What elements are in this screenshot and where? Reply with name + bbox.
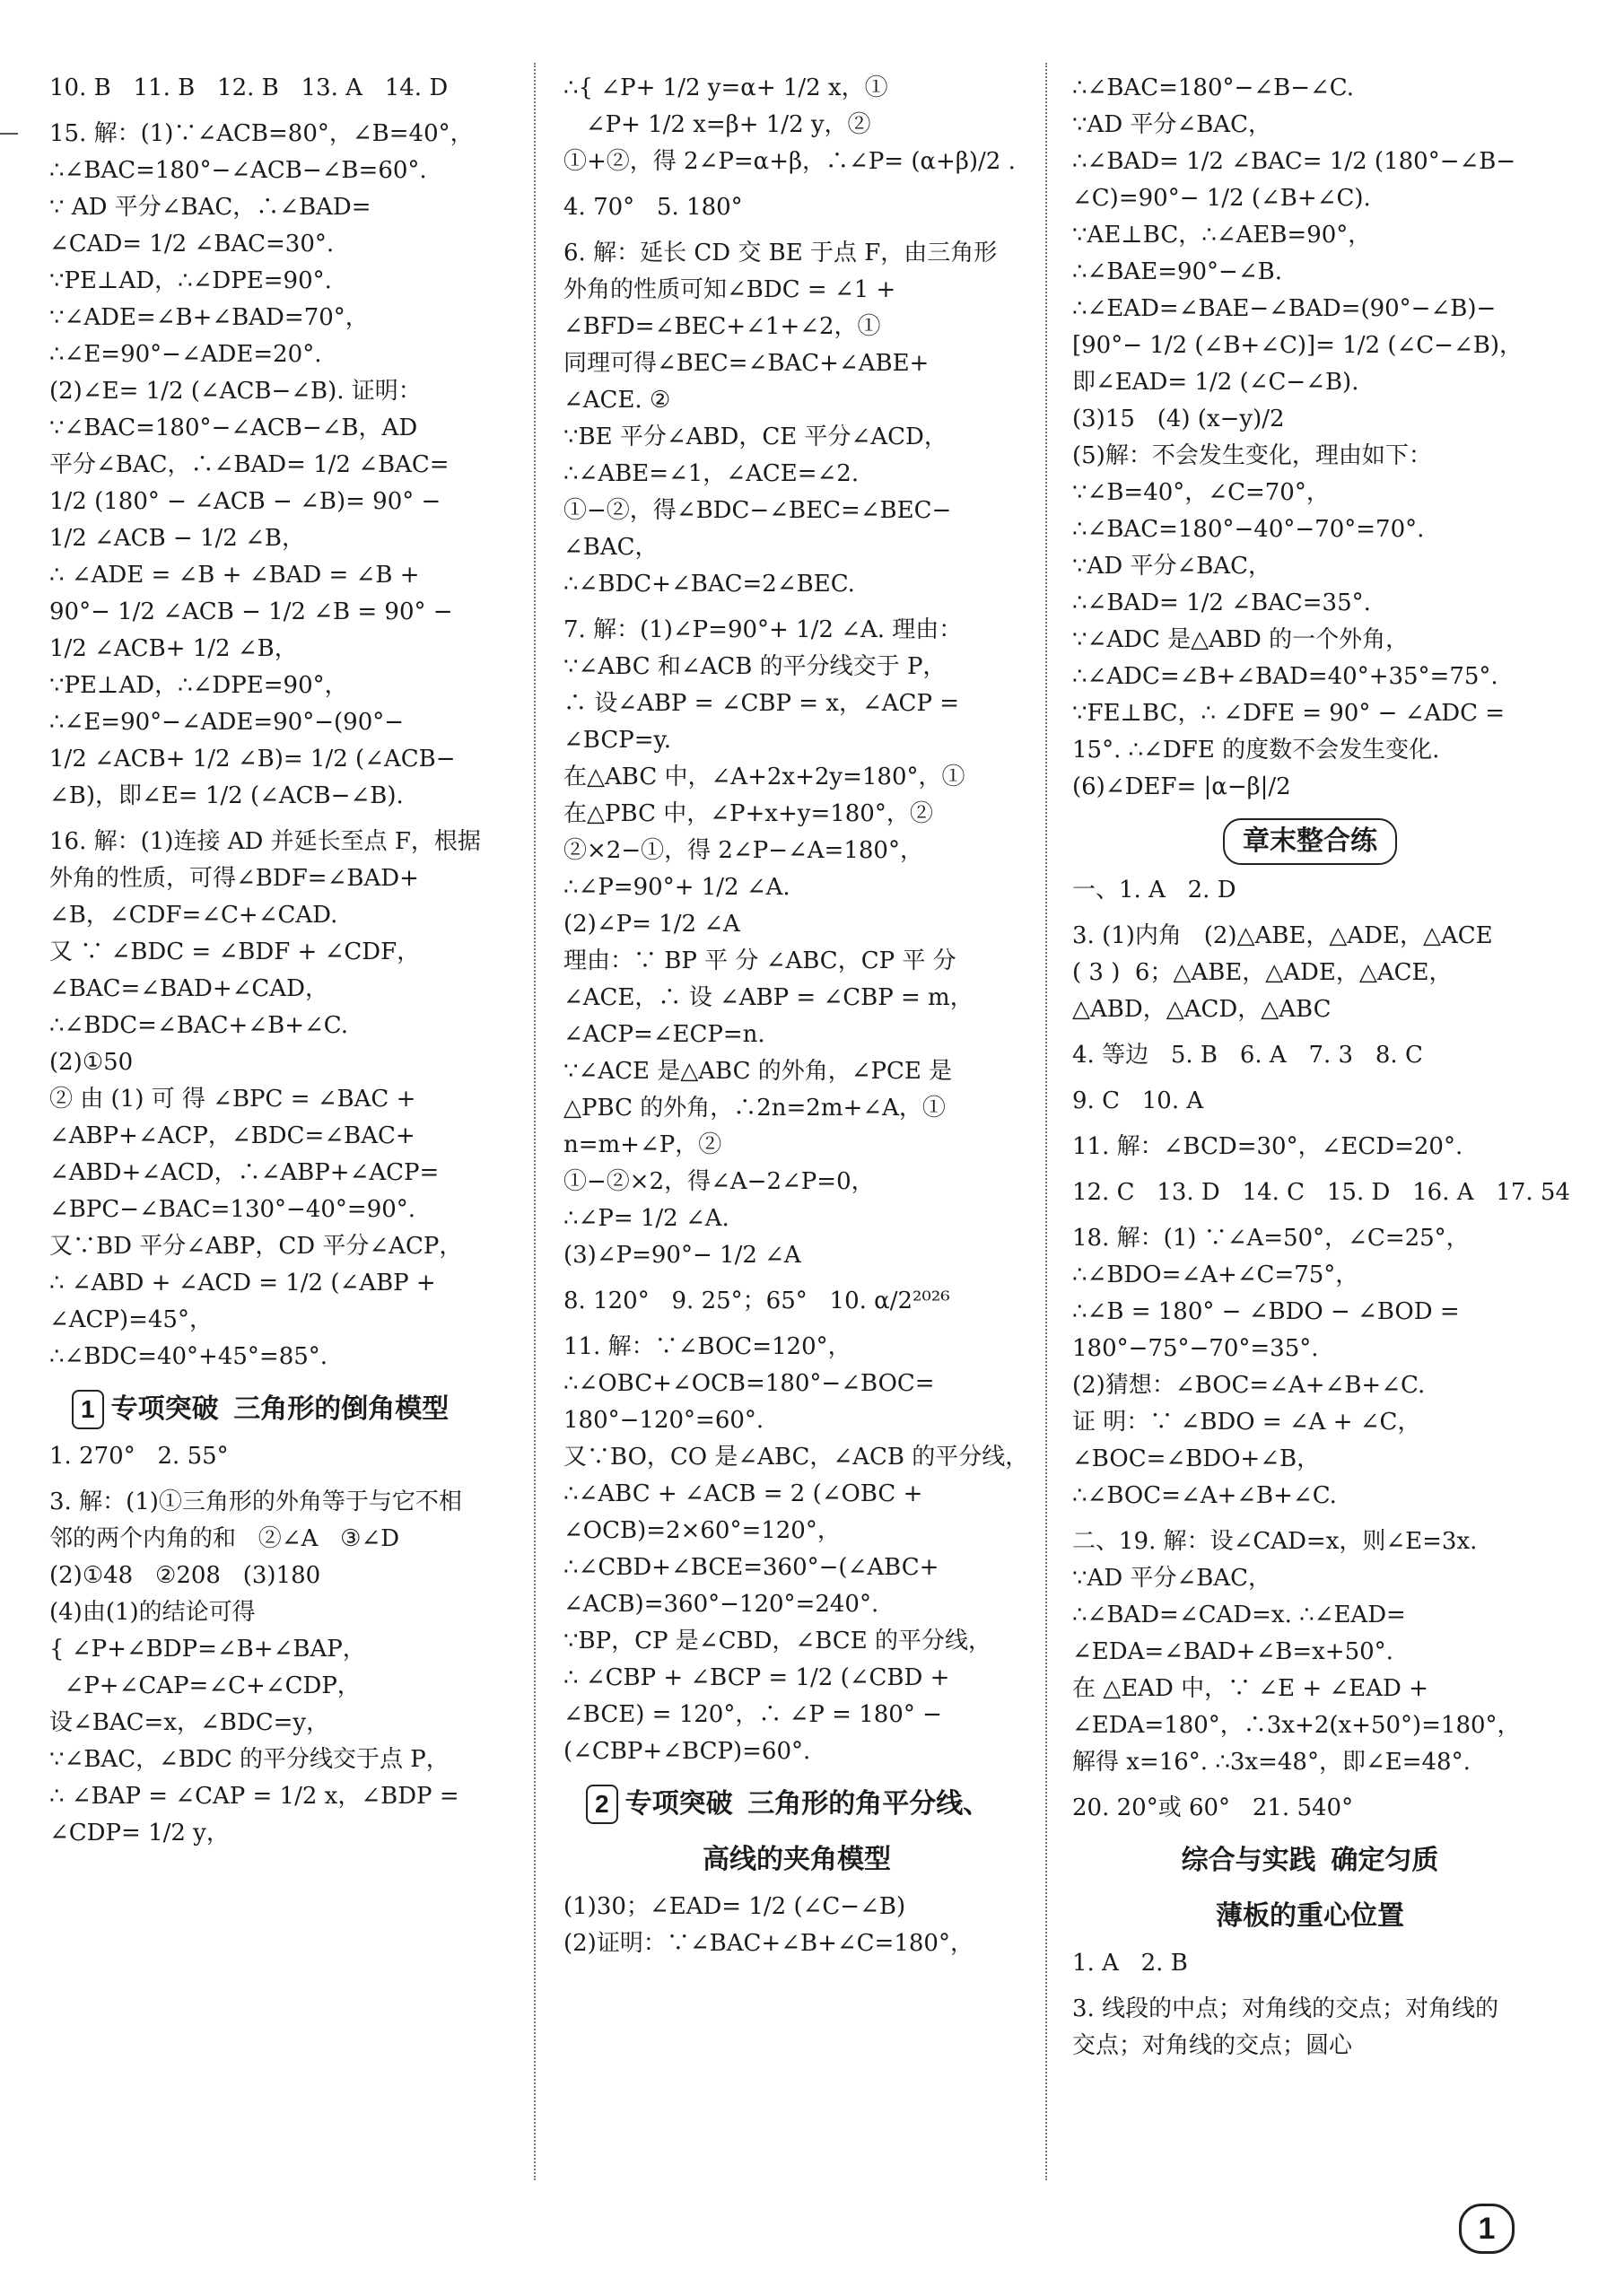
text-line: ∠BCE) = 120°，∴ ∠P = 180° −	[563, 1701, 942, 1728]
text-line: 180°−120°=60°.	[563, 1407, 764, 1434]
text-line: ∠BAC，	[563, 534, 659, 561]
text-line: ∵AE⊥BC，∴∠AEB=90°，	[1072, 222, 1372, 249]
answer-block	[49, 1438, 516, 1852]
column-1	[49, 70, 516, 1852]
chapter-review-ribbon: 章末整合练	[1223, 818, 1397, 865]
section-title: 专项突破 三角形的倒角模型	[110, 1394, 450, 1424]
answer-block	[1072, 1945, 1548, 2065]
text-line: 邻的两个内角的和 ②∠A ③∠D	[49, 1525, 400, 1552]
text-line: ①−②，得∠BDC−∠BEC=∠BEC−	[563, 497, 952, 524]
text-line: ∵∠ACE 是△ABC 的外角，∠PCE 是	[563, 1058, 953, 1085]
text-line: 4. 70° 5. 180°	[563, 194, 743, 221]
text-line: ∠EDA=∠BAD+∠B=x+50°.	[1072, 1638, 1393, 1665]
text-line: ∴ ∠CBP + ∠BCP = 1/2 (∠CBD +	[563, 1664, 950, 1691]
text-line: (2)∠P= 1/2 ∠A	[563, 911, 740, 938]
text-line: 又∵BO，CO 是∠ABC，∠ACB 的平分线，	[563, 1444, 1029, 1471]
answer-block	[563, 70, 1030, 1770]
text-line: 11. 解：∵∠BOC=120°，	[563, 1333, 851, 1360]
text-line: ∵∠ADE=∠B+∠BAD=70°，	[49, 304, 369, 331]
text-line: ∠BPC−∠BAC=130°−40°=90°.	[49, 1196, 416, 1223]
text-line: 外角的性质可知∠BDC = ∠1 +	[563, 276, 896, 303]
text-line: 11. 解：∠BCD=30°，∠ECD=20°.	[1072, 1133, 1463, 1160]
section-number-badge: 2	[586, 1785, 618, 1824]
section-title-line-2: 薄板的重心位置	[1216, 1901, 1404, 1931]
section-header-4: 综合与实践 确定匀质	[1181, 1846, 1439, 1875]
text-line: ∴∠B = 180° − ∠BDO − ∠BOD =	[1072, 1298, 1460, 1325]
section-title-line-2: 高线的夹角模型	[703, 1845, 891, 1874]
text-line: ∠ACE. ②	[563, 387, 671, 414]
text-line: ∠P+ 1/2 x=β+ 1/2 y，②	[563, 111, 871, 138]
answer-block	[1072, 872, 1570, 1827]
text-line: ∵∠B=40°，∠C=70°，	[1072, 479, 1330, 506]
text-line: ∴∠CBD+∠BCE=360°−(∠ABC+	[563, 1554, 939, 1581]
text-line: (4)由(1)的结论可得	[49, 1599, 256, 1626]
text-line: ①+②，得 2∠P=α+β，∴∠P= (α+β)/2 .	[563, 148, 1016, 175]
text-line: ∵AD 平分∠BAC，	[1072, 553, 1271, 580]
text-line: ∵AD 平分∠BAC，	[1072, 111, 1271, 138]
text-line: 1/2 ∠ACB+ 1/2 ∠B)= 1/2 (∠ACB−	[49, 746, 456, 773]
text-line: ∴∠BAE=90°−∠B.	[1072, 258, 1282, 285]
text-line: ∠OCB)=2×60°=120°，	[563, 1517, 841, 1544]
text-line: (2)∠E= 1/2 (∠ACB−∠B). 证明：	[49, 378, 422, 405]
text-line: ∠ACP=∠ECP=n.	[563, 1021, 765, 1048]
text-line: 外角的性质，可得∠BDF=∠BAD+	[49, 865, 419, 892]
text-line: ∵PE⊥AD，∴∠DPE=90°，	[49, 672, 348, 699]
text-line: 交点；对角线的交点；圆心	[1072, 2032, 1353, 2059]
answer-block	[1072, 70, 1548, 806]
text-line: 3. 解：(1)①三角形的外角等于与它不相	[49, 1488, 462, 1515]
text-line: 即∠EAD= 1/2 (∠C−∠B).	[1072, 369, 1359, 396]
text-line: 15. 解：(1)∵∠ACB=80°，∠B=40°，	[49, 120, 474, 147]
text-line: 8. 120° 9. 25°；65° 10. α/2²⁰²⁶	[563, 1288, 950, 1314]
text-line: ( 3 ) 6；△ABE，△ADE，△ACE，	[1072, 959, 1453, 986]
text-line: 一、1. A 2. D	[1072, 877, 1236, 904]
text-line: ∠BFD=∠BEC+∠1+∠2，①	[563, 313, 881, 340]
text-line: ∴∠E=90°−∠ADE=20°.	[49, 341, 322, 368]
text-line: ∵FE⊥BC，∴ ∠DFE = 90° − ∠ADC =	[1072, 700, 1506, 727]
page-number: 1	[1459, 2204, 1515, 2254]
text-line: ∠P+∠CAP=∠C+∠CDP，	[49, 1672, 361, 1699]
text-line: ∴∠BAC=180°−∠ACB−∠B=60°.	[49, 157, 427, 184]
text-line: 1/2 ∠ACB − 1/2 ∠B，	[49, 525, 305, 552]
text-line: 10. B 11. B 12. B 13. A 14. D	[49, 74, 449, 101]
text-line: (5)解：不会发生变化，理由如下：	[1072, 442, 1432, 469]
section-title: 专项突破 三角形的角平分线、	[624, 1789, 991, 1819]
text-line: ∵∠BAC=180°−∠ACB−∠B，AD	[49, 415, 418, 441]
text-line: 证 明：∵ ∠BDO = ∠A + ∠C，	[1072, 1409, 1421, 1436]
text-line: 在△PBC 中，∠P+x+y=180°，②	[563, 800, 933, 827]
text-line: [90°− 1/2 (∠B+∠C)]= 1/2 (∠C−∠B)，	[1072, 332, 1523, 359]
text-line: ∠B)，即∠E= 1/2 (∠ACB−∠B).	[49, 782, 404, 809]
text-line: ∵∠ABC 和∠ACB 的平分线交于 P，	[563, 653, 947, 680]
text-line: 在 △EAD 中，∵ ∠E + ∠EAD +	[1072, 1675, 1428, 1702]
column-3	[1072, 70, 1570, 2065]
text-line: ∠B，∠CDF=∠C+∠CAD.	[49, 902, 338, 929]
text-line: (3)15 (4) (x−y)/2	[1072, 406, 1285, 432]
text-line: ∴∠EAD=∠BAE−∠BAD=(90°−∠B)−	[1072, 295, 1497, 322]
text-line: 1/2 ∠ACB+ 1/2 ∠B，	[49, 635, 298, 662]
column-2	[563, 70, 1030, 1962]
section-header-1	[72, 1388, 516, 1431]
section-header-3	[1072, 818, 1548, 865]
text-line: ∴∠BAD=∠CAD=x. ∴∠EAD=	[1072, 1602, 1406, 1628]
text-line: ∵BP，CP 是∠CBD，∠BCE 的平分线，	[563, 1628, 991, 1654]
text-line: ∴∠P= 1/2 ∠A.	[563, 1205, 729, 1232]
text-line: 12. C 13. D 14. C 15. D 16. A 17. 54	[1072, 1179, 1570, 1206]
text-line: 20. 20°或 60° 21. 540°	[1072, 1794, 1354, 1821]
column-divider	[1045, 63, 1047, 2180]
section-header-2	[586, 1783, 1030, 1826]
text-line: ∠CAD= 1/2 ∠BAC=30°.	[49, 231, 335, 258]
text-line: ∠ACE，∴ 设 ∠ABP = ∠CBP = m，	[563, 984, 974, 1011]
text-line: (2)证明：∵∠BAC+∠B+∠C=180°，	[563, 1930, 974, 1957]
text-line: (1)30；∠EAD= 1/2 (∠C−∠B)	[563, 1893, 906, 1920]
text-line: ∵AD 平分∠BAC，	[1072, 1565, 1271, 1592]
text-line: ∴∠BAC=180°−∠B−∠C.	[1072, 74, 1354, 101]
text-line: ∴∠BAC=180°−40°−70°=70°.	[1072, 516, 1425, 543]
text-line: 6. 解：延长 CD 交 BE 于点 F，由三角形	[563, 240, 998, 266]
text-line: ∴∠BAD= 1/2 ∠BAC=35°.	[1072, 589, 1371, 616]
text-line: 又 ∵ ∠BDC = ∠BDF + ∠CDF，	[49, 938, 421, 965]
text-line: ∴∠E=90°−∠ADE=90°−(90°−	[49, 709, 405, 736]
text-line: (6)∠DEF= |α−β|/2	[1072, 773, 1291, 800]
text-line: ∴∠ABE=∠1，∠ACE=∠2.	[563, 460, 860, 487]
text-line: ∵BE 平分∠ABD，CE 平分∠ACD，	[563, 423, 947, 450]
answer-block	[563, 1889, 1030, 1962]
text-line: ∴∠BDC=∠BAC+∠B+∠C.	[49, 1012, 348, 1039]
text-line: 平分∠BAC，∴∠BAD= 1/2 ∠BAC=	[49, 451, 450, 478]
text-line: ∵∠ADC 是△ABD 的一个外角，	[1072, 626, 1410, 653]
text-line: ∴∠ADC=∠B+∠BAD=40°+35°=75°.	[1072, 663, 1498, 690]
text-line: ∵∠BAC，∠BDC 的平分线交于点 P，	[49, 1746, 450, 1773]
text-line: ∠ABP+∠ACP，∠BDC=∠BAC+	[49, 1122, 415, 1149]
text-line: ∠BOC=∠BDO+∠B，	[1072, 1445, 1321, 1472]
text-line: ∴ 设∠ABP = ∠CBP = x，∠ACP =	[563, 690, 959, 717]
text-line: 1. 270° 2. 55°	[49, 1443, 229, 1470]
text-line: n=m+∠P，②	[563, 1131, 722, 1158]
text-line: 4. 等边 5. B 6. A 7. 3 8. C	[1072, 1042, 1423, 1069]
text-line: (2)①48 ②208 (3)180	[49, 1562, 321, 1589]
text-line: △ABD，△ACD，△ABC	[1072, 996, 1332, 1023]
margin-mark	[0, 133, 18, 135]
text-line: 设∠BAC=x，∠BDC=y，	[49, 1709, 330, 1736]
text-line: 9. C 10. A	[1072, 1087, 1204, 1114]
text-line: (2)①50	[49, 1049, 134, 1076]
text-line: 3. 线段的中点；对角线的交点；对角线的	[1072, 1995, 1499, 2022]
text-line: (3)∠P=90°− 1/2 ∠A	[563, 1242, 801, 1269]
text-line: ∴∠BOC=∠A+∠B+∠C.	[1072, 1482, 1337, 1509]
text-line: ∠ACP)=45°，	[49, 1306, 213, 1333]
text-line: ∴ ∠ABD + ∠ACD = 1/2 (∠ABP +	[49, 1270, 436, 1296]
text-line: ②×2−①，得 2∠P−∠A=180°，	[563, 837, 923, 864]
text-line: 解得 x=16°. ∴3x=48°，即∠E=48°.	[1072, 1749, 1471, 1776]
text-line: 180°−75°−70°=35°.	[1072, 1335, 1319, 1362]
column-divider	[534, 63, 536, 2180]
text-line: ∠ABD+∠ACD，∴∠ABP+∠ACP=	[49, 1159, 440, 1186]
text-line: ∠C)=90°− 1/2 (∠B+∠C).	[1072, 185, 1371, 212]
text-line: ∠ACB)=360°−120°=240°.	[563, 1591, 879, 1618]
text-line: ② 由 (1) 可 得 ∠BPC = ∠BAC +	[49, 1086, 416, 1113]
text-line: △PBC 的外角，∴2n=2m+∠A，①	[563, 1095, 946, 1122]
text-line: ∵ AD 平分∠BAC，∴∠BAD=	[49, 194, 371, 221]
text-line: ∵PE⊥AD，∴∠DPE=90°.	[49, 267, 332, 294]
text-line: (2)猜想：∠BOC=∠A+∠B+∠C.	[1072, 1372, 1426, 1399]
text-line: 1. A 2. B	[1072, 1950, 1188, 1977]
text-line: 16. 解：(1)连接 AD 并延长至点 F，根据	[49, 828, 481, 855]
text-line: ∴ ∠ADE = ∠B + ∠BAD = ∠B +	[49, 562, 420, 589]
text-line: ∠EDA=180°，∴3x+2(x+50°)=180°，	[1072, 1712, 1521, 1739]
answer-block	[49, 70, 516, 1375]
text-line: 又∵BD 平分∠ABP，CD 平分∠ACP，	[49, 1233, 463, 1260]
text-line: 90°− 1/2 ∠ACB − 1/2 ∠B = 90° −	[49, 598, 453, 625]
text-line: 15°. ∴∠DFE 的度数不会发生变化.	[1072, 737, 1440, 764]
text-line: ∴∠OBC+∠OCB=180°−∠BOC=	[563, 1370, 935, 1397]
text-line: ∴∠ABC + ∠ACB = 2 (∠OBC +	[563, 1480, 923, 1507]
section-number-badge: 1	[72, 1390, 104, 1429]
text-line: ∠CDP= 1/2 y，	[49, 1820, 230, 1846]
text-line: 在△ABC 中，∠A+2x+2y=180°，①	[563, 764, 965, 790]
text-line: ∴∠P=90°+ 1/2 ∠A.	[563, 874, 790, 901]
text-line: ∴∠BDO=∠A+∠C=75°，	[1072, 1261, 1359, 1288]
text-line: (∠CBP+∠BCP)=60°.	[563, 1738, 811, 1765]
text-line: { ∠P+∠BDP=∠B+∠BAP，	[49, 1636, 366, 1663]
text-line: ∴∠BDC=40°+45°=85°.	[49, 1343, 328, 1370]
text-line: ∴{ ∠P+ 1/2 y=α+ 1/2 x，①	[563, 74, 888, 101]
text-line: ∠BAC=∠BAD+∠CAD，	[49, 975, 328, 1002]
text-line: 1/2 (180° − ∠ACB − ∠B)= 90° −	[49, 488, 441, 515]
text-line: ∠BCP=y.	[563, 727, 672, 754]
text-line: ∴ ∠BAP = ∠CAP = 1/2 x，∠BDP =	[49, 1783, 459, 1810]
text-line: 3. (1)内角 (2)△ABE，△ADE，△ACE	[1072, 922, 1493, 949]
text-line: 理由：∵ BP 平 分 ∠ABC，CP 平 分	[563, 947, 956, 974]
text-line: 二、19. 解：设∠CAD=x，则∠E=3x.	[1072, 1528, 1478, 1555]
text-line: ∴∠BAD= 1/2 ∠BAC= 1/2 (180°−∠B−	[1072, 148, 1516, 175]
text-line: ①−②×2，得∠A−2∠P=0，	[563, 1168, 875, 1195]
text-line: 同理可得∠BEC=∠BAC+∠ABE+	[563, 350, 930, 377]
text-line: 7. 解：(1)∠P=90°+ 1/2 ∠A. 理由：	[563, 616, 963, 643]
text-line: ∴∠BDC+∠BAC=2∠BEC.	[563, 571, 855, 598]
text-line: 18. 解：(1) ∵∠A=50°，∠C=25°，	[1072, 1225, 1470, 1252]
